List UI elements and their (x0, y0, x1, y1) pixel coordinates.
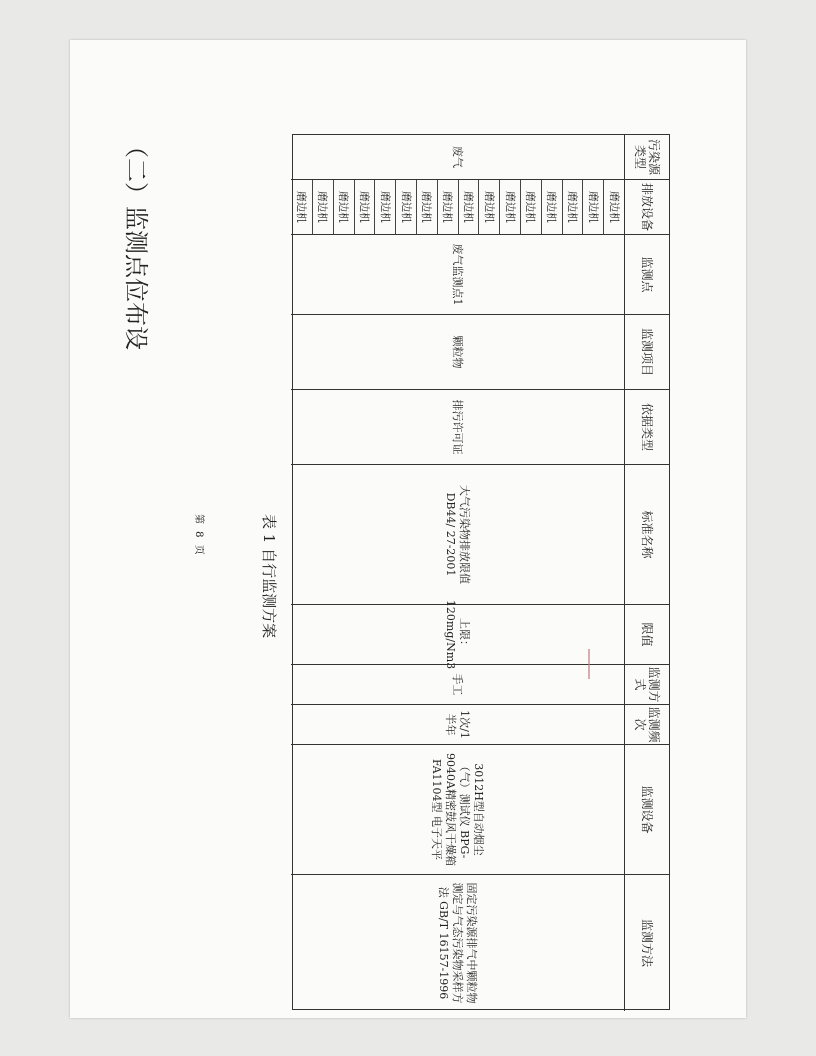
cell-method (291, 875, 624, 1011)
discharge-unit: 磨边机 (562, 180, 583, 235)
discharge-unit: 磨边机 (499, 180, 520, 235)
discharge-unit: 磨边机 (541, 180, 562, 235)
cell-source-type (291, 135, 624, 180)
page-number: 第 8 页 (193, 514, 204, 557)
discharge-unit: 磨边机 (478, 180, 499, 235)
header-discharge-unit: 排放设备 (624, 180, 669, 235)
discharge-unit: 磨边机 (603, 180, 624, 235)
basis-text: 排污许可证 (451, 399, 465, 455)
header-limit: 限值 (624, 605, 669, 665)
monitoring-table (292, 134, 670, 1010)
method-text: 固定污染源排气中颗粒物测定与气态污染物采样方法 GB/T 16157-1996 (437, 882, 479, 1004)
header-point: 监测点 (624, 235, 669, 315)
cell-basis (291, 390, 624, 465)
cell-equipment (291, 745, 624, 875)
table-title: 表 1 自行监测方案 (260, 514, 278, 639)
discharge-unit: 磨边机 (354, 180, 375, 235)
header-standard: 标准名称 (624, 465, 669, 605)
section-heading: （二）监测点位布设 (122, 134, 150, 350)
source-type-text: 废气 (451, 146, 465, 168)
cell-frequency (291, 705, 624, 745)
header-equipment: 监测设备 (624, 745, 669, 875)
point-text: 废气监测点1 (451, 243, 465, 306)
discharge-unit: 磨边机 (437, 180, 458, 235)
header-source-type: 污染源类型 (624, 135, 669, 180)
frequency-text: 1次/1半年 (444, 710, 472, 739)
header-basis: 依据类型 (624, 390, 669, 465)
discharge-unit: 磨边机 (312, 180, 333, 235)
cell-point (291, 235, 624, 315)
limit-text: 上限：120mg/Nm3 (444, 599, 472, 670)
standard-text: 大气污染物排放限值 DB44/ 27-2001 (444, 485, 472, 584)
discharge-unit: 磨边机 (333, 180, 354, 235)
equipment-text: 3012H型自动烟尘（气）测试仪 BPG-9040A精密鼓风干燥箱 FA1104型 电子天平 (430, 753, 486, 866)
rotated-page-content (122, 44, 680, 1024)
discharge-unit: 磨边机 (458, 180, 479, 235)
header-frequency: 监测频次 (624, 705, 669, 745)
discharge-unit: 磨边机 (416, 180, 437, 235)
cell-standard (291, 465, 624, 605)
mode-text: 手工 (451, 673, 465, 696)
discharge-unit: 磨边机 (520, 180, 541, 235)
discharge-unit: 磨边机 (582, 180, 603, 235)
header-item: 监测项目 (624, 315, 669, 390)
discharge-unit: 磨边机 (291, 180, 312, 235)
header-mode: 监测方式 (624, 665, 669, 705)
discharge-unit: 磨边机 (395, 180, 416, 235)
discharge-unit: 磨边机 (374, 180, 395, 235)
discharge-unit-list (291, 180, 624, 235)
ink-mark (588, 649, 590, 679)
header-method: 监测方法 (624, 875, 669, 1011)
item-text: 颗粒物 (451, 335, 465, 369)
cell-item (291, 315, 624, 390)
cell-limit (291, 599, 624, 670)
cell-mode (291, 665, 624, 705)
